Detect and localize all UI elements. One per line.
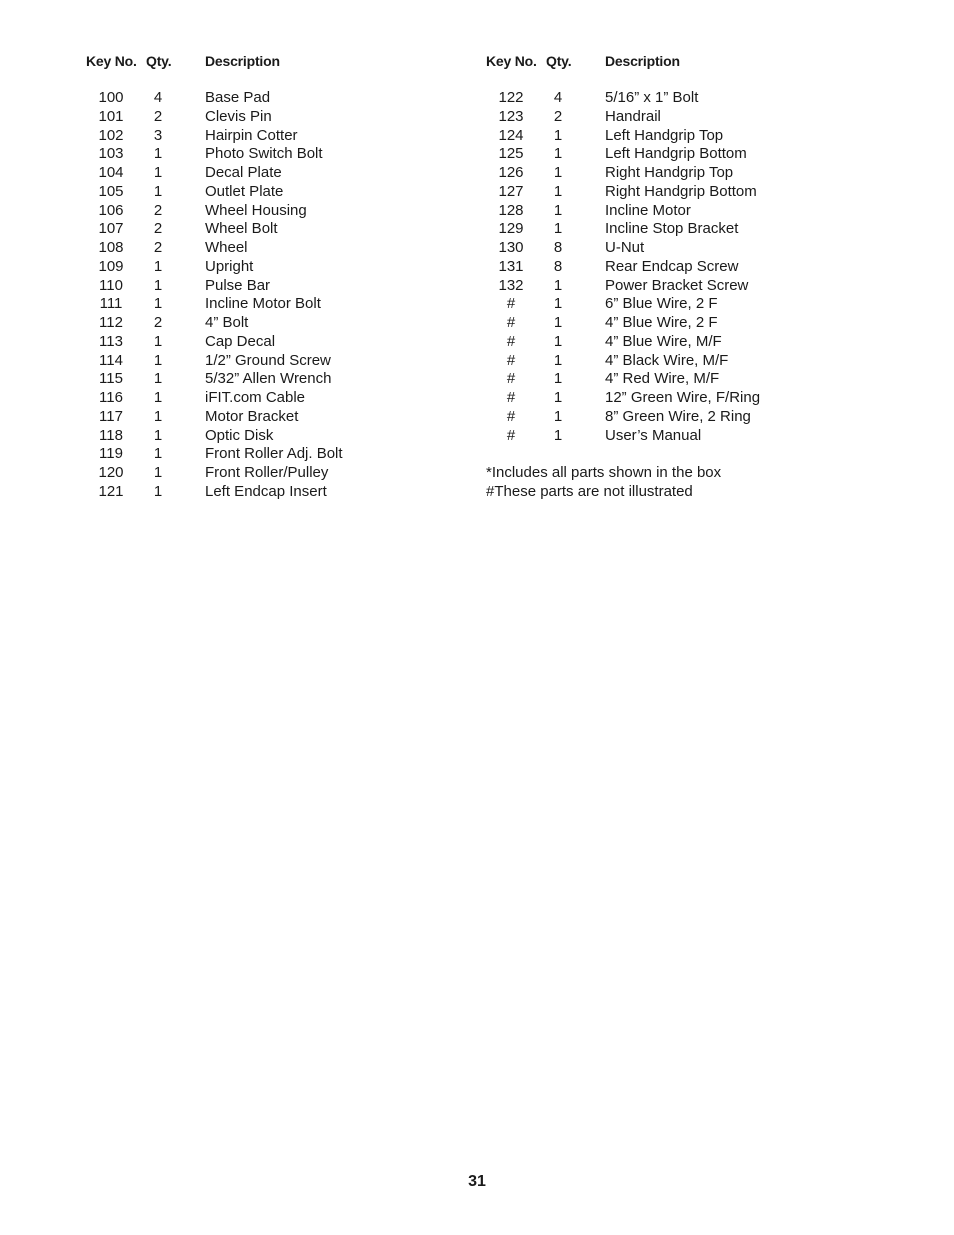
part-qty: 1 [153, 370, 163, 388]
part-row [486, 333, 906, 352]
part-key-no: 125 [498, 145, 524, 163]
part-key-no: # [506, 314, 516, 331]
part-description: Base Pad [205, 89, 271, 106]
part-qty: 1 [553, 370, 563, 388]
description-header: Description [605, 53, 680, 69]
part-qty: 1 [553, 182, 563, 200]
part-row [86, 108, 506, 127]
part-row [86, 427, 506, 446]
part-qty: 1 [553, 332, 563, 350]
part-qty: 2 [153, 239, 163, 256]
part-key-no: # [506, 351, 516, 369]
part-key-no: 109 [98, 257, 124, 275]
part-row [86, 220, 506, 239]
part-qty: 1 [553, 295, 563, 313]
part-description: Front Roller/Pulley [205, 464, 329, 481]
part-row [86, 408, 506, 427]
part-qty: 1 [153, 445, 163, 463]
part-description: Clevis Pin [205, 107, 272, 125]
part-description: 4” Bolt [205, 314, 249, 331]
part-key-no: # [506, 389, 516, 406]
part-description: Right Handgrip Bottom [605, 182, 757, 200]
footnotes [486, 464, 906, 502]
part-key-no: 107 [98, 220, 124, 238]
part-row [486, 108, 906, 127]
part-key-no: 101 [98, 107, 124, 125]
part-qty: 3 [153, 126, 163, 144]
parts-list-right [486, 53, 906, 501]
part-row [86, 183, 506, 202]
part-description: 4” Blue Wire, 2 F [605, 314, 718, 331]
part-row [486, 127, 906, 146]
part-qty: 1 [153, 482, 163, 500]
part-row [86, 239, 506, 258]
part-qty: 1 [153, 464, 163, 481]
part-key-no: 114 [99, 351, 123, 369]
part-qty: 2 [153, 220, 163, 238]
part-qty: 2 [153, 107, 163, 125]
part-key-no: 120 [98, 464, 124, 481]
part-description: User’s Manual [605, 426, 702, 444]
part-row [86, 352, 506, 371]
part-qty: 1 [153, 276, 163, 294]
part-description: Front Roller Adj. Bolt [205, 445, 343, 463]
part-row [486, 239, 906, 258]
part-key-no: 110 [99, 276, 123, 294]
part-qty: 1 [153, 257, 163, 275]
part-qty: 1 [153, 145, 163, 163]
part-description: Wheel [205, 239, 248, 256]
part-qty: 2 [553, 107, 563, 125]
part-key-no: 113 [99, 332, 123, 350]
part-qty: 8 [553, 239, 563, 256]
parts-rows [486, 89, 906, 445]
part-row [86, 258, 506, 277]
part-row [86, 164, 506, 183]
part-row [86, 333, 506, 352]
part-row [486, 202, 906, 221]
part-key-no: 106 [98, 201, 124, 219]
qty-header: Qty. [546, 53, 572, 69]
part-key-no: 119 [99, 445, 123, 463]
part-qty: 1 [153, 426, 163, 444]
part-row [486, 89, 906, 108]
footnote-included: *Includes all parts shown in the box [486, 463, 722, 481]
part-description: Power Bracket Screw [605, 276, 749, 294]
part-description: Cap Decal [205, 332, 276, 350]
part-description: Wheel Housing [205, 201, 307, 219]
part-key-no: 131 [498, 257, 524, 275]
part-row [486, 295, 906, 314]
part-description: Right Handgrip Top [605, 164, 734, 181]
part-description: Incline Motor [605, 201, 691, 219]
part-row [86, 483, 506, 502]
part-description: Wheel Bolt [205, 220, 278, 238]
part-description: iFIT.com Cable [205, 389, 306, 406]
part-description: Left Endcap Insert [205, 482, 327, 500]
part-description: 4” Red Wire, M/F [605, 370, 720, 388]
part-qty: 1 [153, 332, 163, 350]
part-qty: 1 [553, 314, 563, 331]
part-row [86, 370, 506, 389]
part-qty: 1 [153, 164, 163, 181]
column-headers [86, 53, 506, 72]
part-row [86, 389, 506, 408]
part-key-no: 124 [498, 126, 524, 144]
part-row [486, 164, 906, 183]
part-row [86, 202, 506, 221]
part-qty: 1 [553, 276, 563, 294]
part-qty: 1 [553, 407, 563, 425]
part-description: Photo Switch Bolt [205, 145, 323, 163]
part-description: 5/32” Allen Wrench [205, 370, 332, 388]
part-description: 4” Blue Wire, M/F [605, 332, 722, 350]
part-qty: 4 [153, 89, 163, 106]
part-row [486, 389, 906, 408]
part-row [486, 352, 906, 371]
part-key-no: 127 [498, 182, 524, 200]
part-description: Optic Disk [205, 426, 274, 444]
part-key-no: 117 [99, 407, 123, 425]
part-row [486, 145, 906, 164]
column-headers [486, 53, 906, 72]
part-description: Rear Endcap Screw [605, 257, 739, 275]
part-qty: 1 [153, 182, 163, 200]
part-qty: 1 [153, 407, 163, 425]
part-row [86, 314, 506, 333]
part-key-no: # [506, 370, 516, 388]
qty-header: Qty. [146, 53, 172, 69]
part-qty: 2 [153, 201, 163, 219]
part-row [486, 277, 906, 296]
description-header: Description [205, 53, 280, 69]
part-description: Left Handgrip Bottom [605, 145, 747, 163]
part-key-no: 129 [498, 220, 524, 238]
part-row [486, 258, 906, 277]
part-qty: 1 [153, 389, 163, 406]
part-qty: 1 [553, 389, 563, 406]
part-description: Left Handgrip Top [605, 126, 724, 144]
part-row [486, 408, 906, 427]
part-description: Incline Motor Bolt [205, 295, 321, 313]
part-description: 12” Green Wire, F/Ring [605, 389, 761, 406]
part-qty: 1 [553, 164, 563, 181]
part-key-no: 115 [99, 370, 123, 388]
part-description: 1/2” Ground Screw [205, 351, 331, 369]
part-key-no: 132 [498, 276, 524, 294]
part-key-no: 111 [99, 295, 123, 313]
part-description: Upright [205, 257, 254, 275]
parts-rows [86, 89, 506, 502]
part-key-no: 123 [498, 107, 524, 125]
part-row [86, 445, 506, 464]
part-row [486, 370, 906, 389]
part-key-no: 112 [99, 314, 123, 331]
part-key-no: # [506, 407, 516, 425]
part-key-no: 105 [98, 182, 124, 200]
part-key-no: 130 [498, 239, 524, 256]
part-key-no: # [506, 426, 516, 444]
part-description: 8” Green Wire, 2 Ring [605, 407, 751, 425]
part-key-no: 102 [98, 126, 124, 144]
part-qty: 1 [553, 145, 563, 163]
part-row [486, 427, 906, 446]
part-description: 4” Black Wire, M/F [605, 351, 729, 369]
part-description: 5/16” x 1” Bolt [605, 89, 699, 106]
parts-list-left [86, 53, 506, 502]
part-description: Hairpin Cotter [205, 126, 298, 144]
part-description: Handrail [605, 107, 661, 125]
part-description: Decal Plate [205, 164, 282, 181]
part-description: U-Nut [605, 239, 645, 256]
part-key-no: 100 [98, 89, 124, 106]
part-qty: 2 [153, 314, 163, 331]
part-row [486, 220, 906, 239]
part-key-no: 126 [498, 164, 524, 181]
part-row [86, 145, 506, 164]
part-qty: 1 [553, 126, 563, 144]
part-description: 6” Blue Wire, 2 F [605, 295, 718, 313]
part-key-no: 103 [98, 145, 124, 163]
part-qty: 1 [553, 201, 563, 219]
part-row [86, 295, 506, 314]
part-description: Incline Stop Bracket [605, 220, 739, 238]
footnote-not-illustrated: #These parts are not illustrated [486, 482, 693, 500]
part-qty: 4 [553, 89, 563, 106]
part-description: Motor Bracket [205, 407, 299, 425]
part-key-no: 108 [98, 239, 124, 256]
part-key-no: 116 [99, 389, 123, 406]
part-description: Pulse Bar [205, 276, 271, 294]
part-key-no: # [506, 295, 516, 313]
part-key-no: 118 [99, 426, 123, 444]
part-row [86, 89, 506, 108]
part-key-no: 104 [98, 164, 124, 181]
part-key-no: 128 [498, 201, 524, 219]
part-qty: 1 [553, 426, 563, 444]
part-key-no: # [506, 332, 516, 350]
part-qty: 1 [553, 351, 563, 369]
part-qty: 1 [153, 351, 163, 369]
page-number: 31 [468, 1173, 486, 1190]
key-no-header: Key No. [486, 53, 537, 69]
key-no-header: Key No. [86, 53, 137, 69]
part-key-no: 121 [98, 482, 124, 500]
part-qty: 1 [153, 295, 163, 313]
part-qty: 1 [553, 220, 563, 238]
part-description: Outlet Plate [205, 182, 284, 200]
part-row [86, 464, 506, 483]
part-key-no: 122 [498, 89, 524, 106]
part-row [486, 183, 906, 202]
part-row [86, 277, 506, 296]
part-row [86, 127, 506, 146]
part-qty: 8 [553, 257, 563, 275]
part-row [486, 314, 906, 333]
